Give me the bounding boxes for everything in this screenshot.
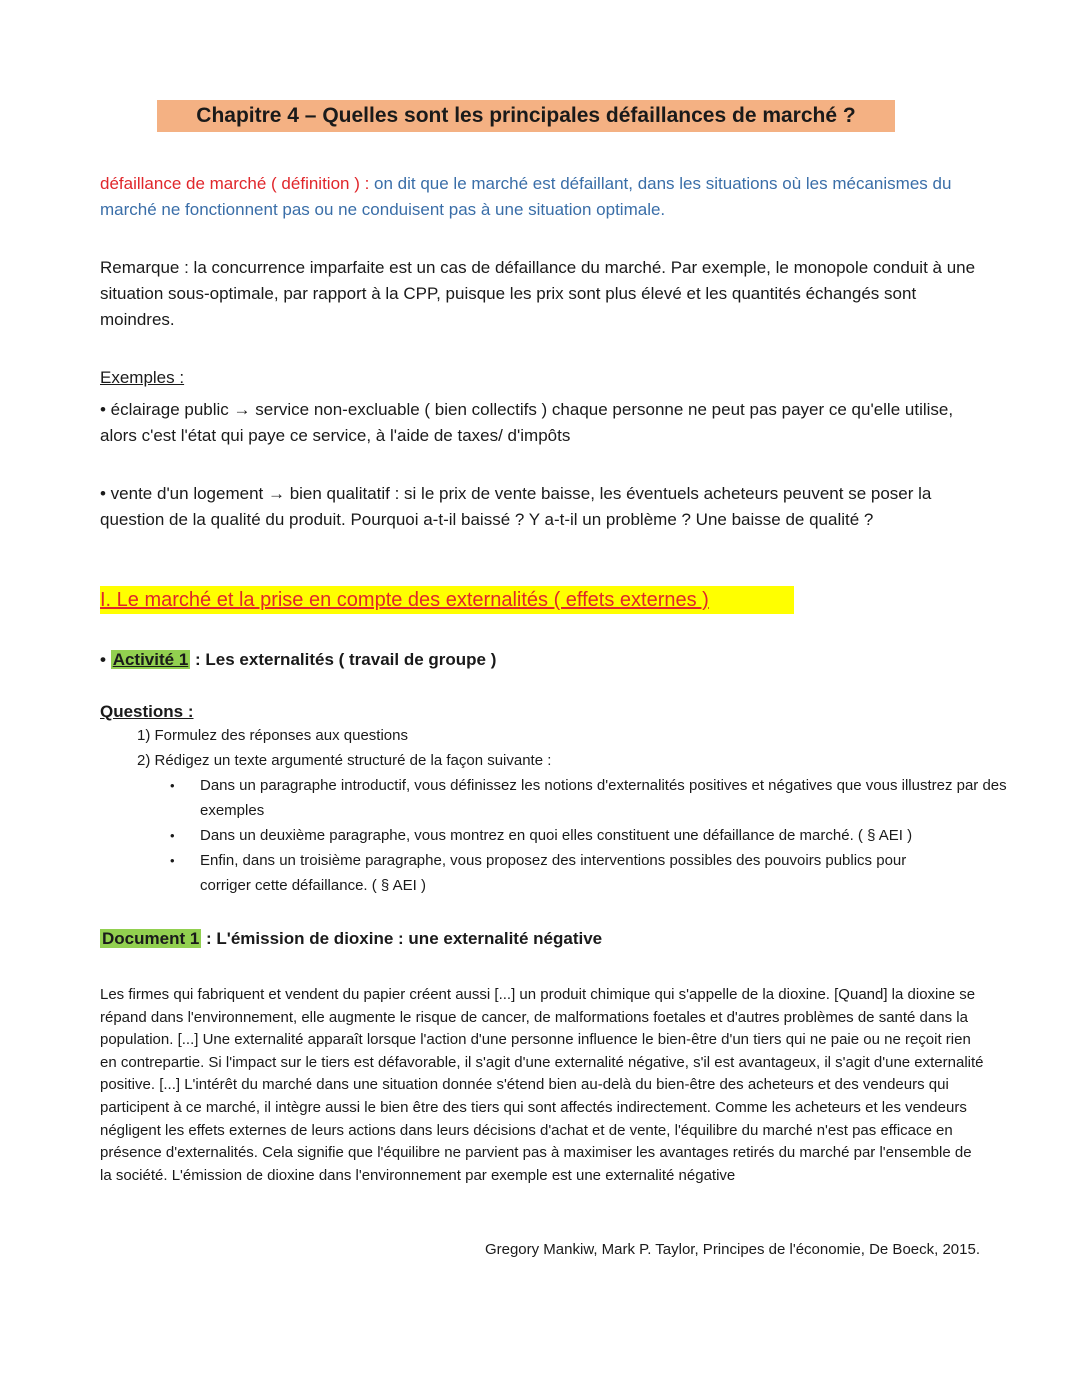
- question-bullet-2: Dans un deuxième paragraphe, vous montrez en quoi elles constituent une défaillance de marché. ( § AEI ): [200, 827, 913, 844]
- section-heading-externalities: I. Le marché et la prise en compte des externalités ( effets externes ): [100, 586, 794, 614]
- definition-paragraph: [100, 171, 980, 223]
- chapter-title: Chapitre 4 – Quelles sont les principales défaillances de marché ?: [196, 104, 856, 127]
- document-1-heading: [100, 925, 602, 953]
- definition-term: défaillance de marché ( définition ) :: [100, 174, 370, 193]
- activity-title: : Les externalités ( travail de groupe ): [195, 650, 497, 669]
- document-1-label: Document 1: [102, 929, 200, 948]
- document-1-title: : L'émission de dioxine : une externalité négative: [201, 929, 603, 948]
- activity-heading: [100, 646, 496, 674]
- questions-heading: Questions :: [100, 702, 194, 721]
- example-item-public-lighting: • éclairage public → service non-excluable ( bien collectifs ) chaque personne ne peut pas payer ce qu'elle utilise, alors c'est l'état qui paye ce service, à l'aide de taxes/ d'impôts: [100, 400, 954, 445]
- question-2: 2) Rédigez un texte argumenté structuré de la façon suivante :: [137, 752, 552, 769]
- question-1: 1) Formulez des réponses aux questions: [137, 727, 408, 744]
- bullet-marker: •: [170, 828, 175, 843]
- definition-text: on dit que le marché est défaillant, dans les situations où les mécanismes du marché ne fonctionnent pas ou ne conduisent pas à une situation optimale.: [100, 174, 952, 219]
- chapter-title-banner: [157, 100, 895, 132]
- remark-paragraph: Remarque : la concurrence imparfaite est un cas de défaillance du marché. Par exemple, le monopole conduit à une situation sous-optimale, par rapport à la CPP, puisque les prix sont plus élevé et les quantités échangés sont moindres.: [100, 258, 976, 329]
- examples-heading: Exemples :: [100, 368, 185, 387]
- document-1-text: Les firmes qui fabriquent et vendent du papier créent aussi [...] un produit chimique qui s'appelle de la dioxine. [Quand] la dioxine se répand dans l'environnement, elle augmente le risque de cancer, de malformations foetales et d'autres problèmes de santé dans la population. [...] Une externalité apparaît lorsque l'action d'une personne influence le bien-être d'un tiers qui ne paie ou ne reçoit rien en contrepartie. Si l'impact sur le tiers est défavorable, il s'agit d'une externalité négative, s'il est avantageux, il s'agit d'une externalité positive. [...] L'intérêt du marché dans une situation donnée s'étend bien au-delà du bien-être des acheteurs et des vendeurs qui participent à ce marché, il intègre aussi le bien être des tiers qui sont affectés indirectement. Comme les acheteurs et les vendeurs négligent les effets externes de leurs actions dans leurs décisions d'achat et de vente, l'équilibre du marché n'est pas efficace en présence d'externalités. Cela signifie que l'équilibre ne parvient pas à maximiser les avantages retirés du marché par l'ensemble de la société. L'émission de dioxine dans l'environnement par exemple est une externalité négative: [100, 986, 984, 1184]
- question-bullet-3: Enfin, dans un troisième paragraphe, vous proposez des interventions possibles des pouvoirs publics pour corriger cette défaillance. ( § AEI ): [200, 852, 907, 894]
- bullet-marker: •: [170, 778, 175, 793]
- bullet-marker: •: [170, 853, 175, 868]
- document-1-source: Gregory Mankiw, Mark P. Taylor, Principes de l'économie, De Boeck, 2015.: [484, 1241, 980, 1258]
- activity-bullet: •: [100, 650, 106, 669]
- example-item-housing-sale: • vente d'un logement → bien qualitatif : si le prix de vente baisse, les éventuels acheteurs peuvent se poser la question de la qualité du produit. Pourquoi a-t-il baissé ? Y a-t-il un problème ? Une baisse de qualité ?: [100, 484, 932, 529]
- question-bullet-1: Dans un paragraphe introductif, vous définissez les notions d'externalités positives et négatives que vous illustrez par des exemples: [200, 777, 1007, 819]
- activity-label: Activité 1: [112, 650, 189, 669]
